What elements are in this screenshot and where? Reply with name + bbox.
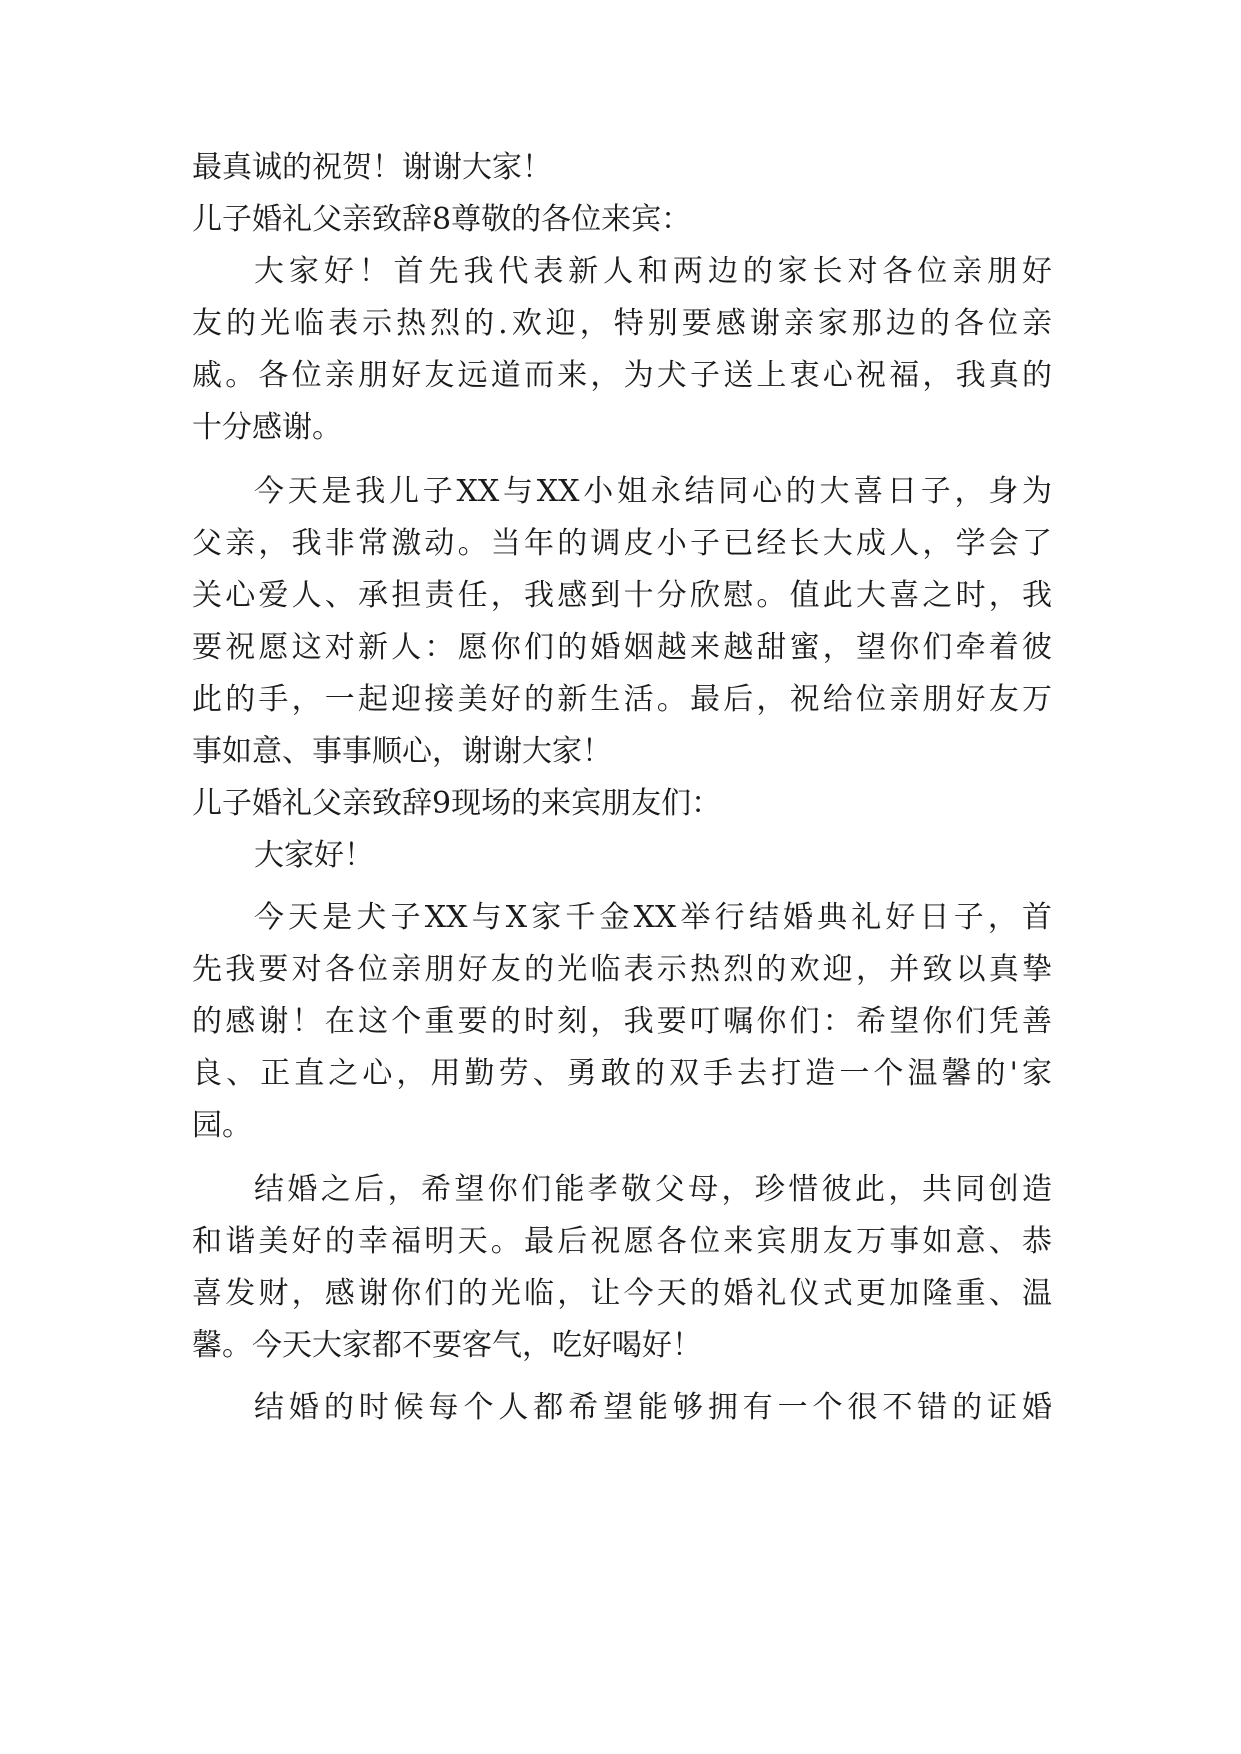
- text-line: 大家好！首先我代表新人和两边的家长对各位亲朋好: [254, 254, 1052, 289]
- text-line: 此的手，一起迎接美好的新生活。最后，祝给位亲朋好友万: [192, 682, 1052, 717]
- text-line: 今天是我儿子XX与XX小姐永结同心的大喜日子，身为: [254, 474, 1052, 509]
- text-line: 父亲，我非常激动。当年的调皮小子已经长大成人，学会了: [192, 526, 1052, 561]
- section-heading: 儿子婚礼父亲致辞8尊敬的各位来宾：: [192, 202, 692, 237]
- text-line: 事如意、事事顺心，谢谢大家！: [192, 734, 612, 769]
- text-line: 和谐美好的幸福明天。最后祝愿各位来宾朋友万事如意、恭: [192, 1224, 1052, 1259]
- text-line: 馨。今天大家都不要客气，吃好喝好！: [192, 1328, 702, 1363]
- text-line: 喜发财，感谢你们的光临，让今天的婚礼仪式更加隆重、温: [192, 1276, 1052, 1311]
- text-line: 结婚之后，希望你们能孝敬父母，珍惜彼此，共同创造: [254, 1172, 1052, 1207]
- section-heading: 儿子婚礼父亲致辞9现场的来宾朋友们：: [192, 786, 722, 821]
- text-line: 今天是犬子XX与X家千金XX举行结婚典礼好日子，首: [254, 900, 1052, 935]
- text-line: 十分感谢。: [192, 410, 342, 445]
- text-line: 先我要对各位亲朋好友的光临表示热烈的欢迎，并致以真挚: [192, 952, 1052, 987]
- text-line: 大家好！: [254, 838, 374, 873]
- text-line: 戚。各位亲朋好友远道而来，为犬子送上衷心祝福，我真的: [192, 358, 1052, 393]
- text-line: 结婚的时候每个人都希望能够拥有一个很不错的证婚: [254, 1390, 1052, 1425]
- text-line: 园。: [192, 1108, 252, 1143]
- text-line: 友的光临表示热烈的.欢迎，特别要感谢亲家那边的各位亲: [192, 306, 1052, 341]
- text-line: 关心爱人、承担责任，我感到十分欣慰。值此大喜之时，我: [192, 578, 1052, 613]
- text-line: 的感谢！在这个重要的时刻，我要叮嘱你们：希望你们凭善: [192, 1004, 1052, 1039]
- text-line: 最真诚的祝贺！谢谢大家！: [192, 150, 552, 185]
- text-line: 良、正直之心，用勤劳、勇敢的双手去打造一个温馨的'家: [192, 1056, 1052, 1091]
- text-line: 要祝愿这对新人：愿你们的婚姻越来越甜蜜，望你们牵着彼: [192, 630, 1052, 665]
